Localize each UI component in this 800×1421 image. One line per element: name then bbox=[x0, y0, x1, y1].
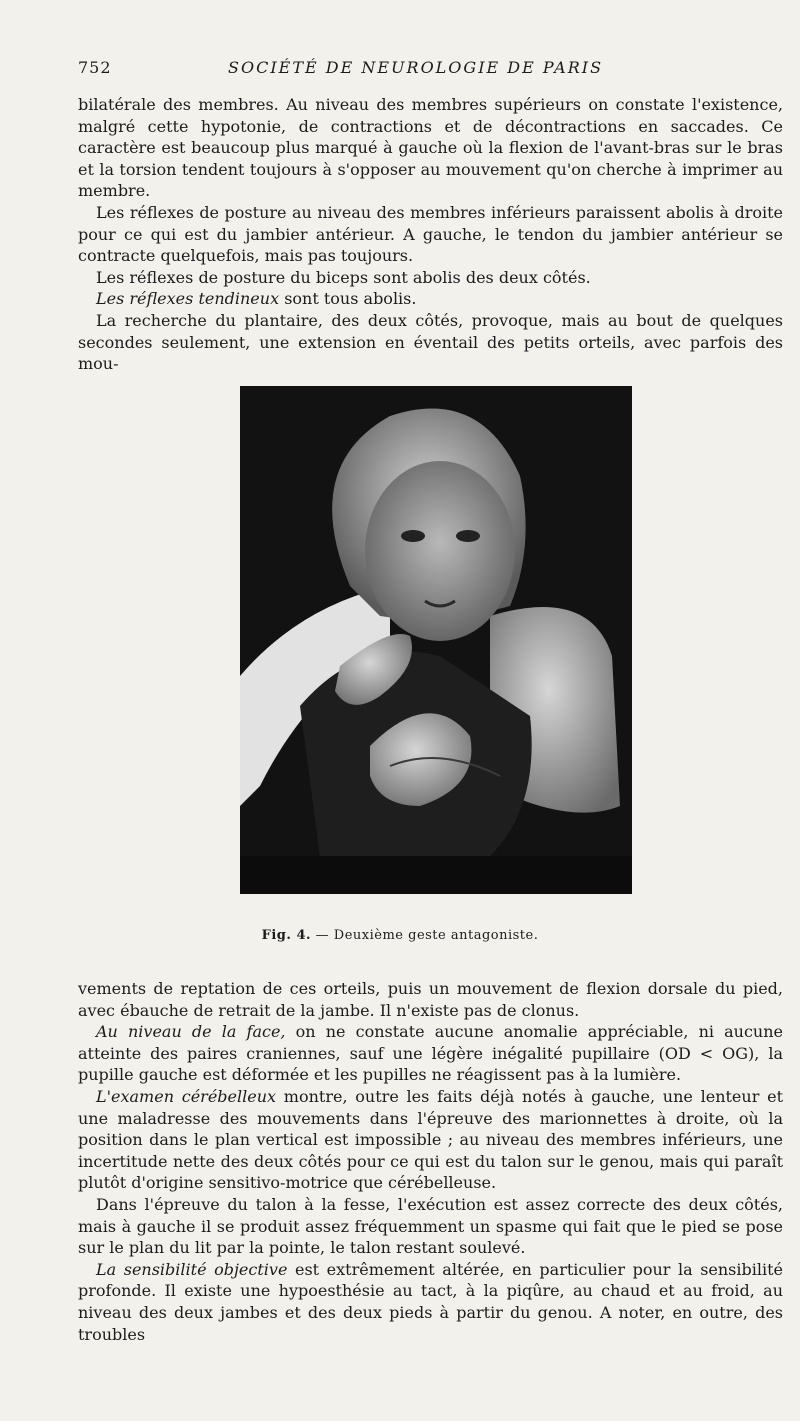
paragraph-text: montre, outre les faits déjà notés à gauche, une lenteur et une maladresse des mouvements dans l'épreuve des marionnettes à droite, où la position dans le plan vertical est impossible ; au niveau des membres inférieurs, une incertitude nette des deux côtés pour ce qui est du talon sur le genou, mais qui paraît plutôt d'origine sensitivo-motrice que cérébelleuse. bbox=[78, 1086, 784, 1193]
paragraph bbox=[78, 1259, 783, 1345]
paragraph-heading-italic: Au niveau de la face, bbox=[96, 1022, 286, 1042]
paragraph bbox=[78, 202, 783, 267]
figure-caption-label: Fig. 4. bbox=[261, 928, 312, 943]
paragraph bbox=[78, 94, 783, 202]
paragraph bbox=[78, 288, 783, 310]
figure-caption-text: — Deuxième geste antagoniste. bbox=[311, 928, 539, 943]
paragraph-heading-italic: L'examen cérébelleux bbox=[96, 1086, 277, 1106]
paragraph-text: Les réflexes de posture au niveau des membres inférieurs paraissent abolis à droite pour ce qui est du jambier antérieur. A gauche, le tendon du jambier antérieur se contracte quelquefois, mais pas toujours. bbox=[78, 202, 783, 266]
paragraph-text: Les réflexes de posture du biceps sont abolis des deux côtés. bbox=[96, 267, 591, 287]
paragraph-heading-italic: Les réflexes tendineux bbox=[96, 289, 280, 309]
text-block-bottom bbox=[78, 978, 783, 1345]
paragraph-text: bilatérale des membres. Au niveau des membres supérieurs on constate l'existence, malgré cette hypotonie, de contractions et de décontractions en saccades. Ce caractère est beaucoup plus marqué à gauche où la flexion de l'avant-bras sur le bras et la torsion tendent toujours à s'opposer au mouvement qu'on cherche à imprimer au membre. bbox=[78, 95, 783, 201]
paragraph-text: Dans l'épreuve du talon à la fesse, l'exécution est assez correcte des deux côtés, mais à gauche il se produit assez fréquemment un spasme qui fait que le pied se pose sur le plan du lit par la pointe, le talon restant soulevé. bbox=[78, 1194, 783, 1258]
figure-photo bbox=[240, 386, 632, 894]
paragraph-text: on ne constate aucune anomalie appréciable, ni aucune atteinte des paires craniennes, sauf une légère inégalité pupillaire (OD < OG), la pupille gauche est déformée et les pupilles ne réagissent pas à la lumière. bbox=[78, 1022, 784, 1085]
photo-elderly-woman-gesture bbox=[240, 386, 632, 894]
paragraph bbox=[78, 1194, 783, 1259]
paragraph bbox=[78, 978, 783, 1021]
paragraph bbox=[78, 1086, 783, 1194]
paragraph-text: sont tous abolis. bbox=[279, 289, 417, 309]
page-header bbox=[78, 58, 650, 82]
figure-caption bbox=[0, 928, 800, 943]
paragraph bbox=[78, 310, 783, 375]
paragraph-text: vements de reptation de ces orteils, puis un mouvement de flexion dorsale du pied, avec ébauche de retrait de la jambe. Il n'existe pas de clonus. bbox=[78, 979, 783, 1020]
text-block-top bbox=[78, 94, 783, 375]
paragraph bbox=[78, 267, 783, 289]
paragraph-heading-italic: La sensibilité objective bbox=[96, 1259, 288, 1279]
page-number: 752 bbox=[78, 58, 112, 77]
paragraph-text: est extrêmement altérée, en particulier pour la sensibilité profonde. Il existe une hypoesthésie au tact, à la piqûre, au chaud et au froid, au niveau des deux jambes et des deux pieds à partir du genou. A noter, en outre, des troubles bbox=[78, 1259, 783, 1344]
running-title: SOCIÉTÉ DE NEUROLOGIE DE PARIS bbox=[228, 58, 604, 77]
paragraph-text: La recherche du plantaire, des deux côtés, provoque, mais au bout de quelques secondes seulement, une extension en éventail des petits orteils, avec parfois des mou- bbox=[78, 310, 783, 374]
paragraph bbox=[78, 1021, 783, 1086]
